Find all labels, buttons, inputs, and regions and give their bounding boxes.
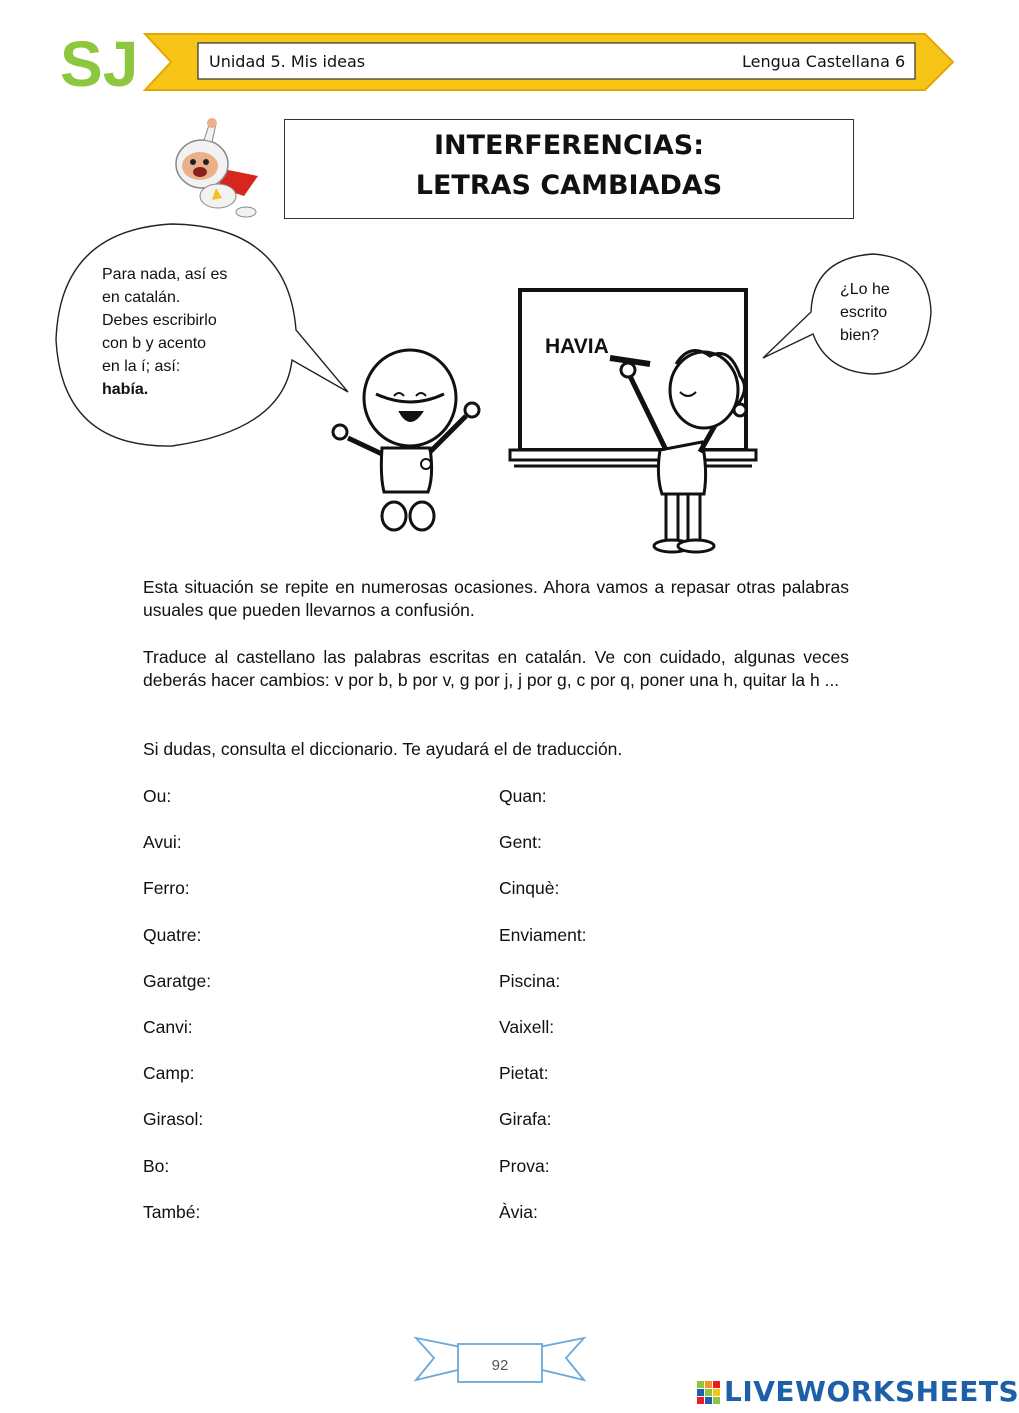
word-item: Girasol:: [143, 1109, 204, 1129]
bubble-right-line: bien?: [840, 327, 880, 344]
word-item: Enviament:: [499, 925, 587, 945]
word-item: Gent:: [499, 832, 542, 852]
bubble-right-text: [840, 278, 920, 347]
word-item: Bo:: [143, 1156, 170, 1176]
bubble-left-line: en la í; así:: [102, 358, 181, 375]
liveworksheets-brand: LIVEWORKSHEETS: [724, 1375, 1019, 1408]
unit-label: Unidad 5. Mis ideas: [209, 52, 366, 71]
word-item: Quan:: [499, 786, 547, 806]
blackboard-word: HAVIA: [545, 335, 609, 358]
word-item: Avui:: [143, 832, 182, 852]
liveworksheets-logo-icon: [697, 1381, 721, 1405]
word-item: Garatge:: [143, 971, 212, 991]
school-logo-icon: [58, 24, 139, 100]
bubble-left-text: [102, 263, 272, 401]
subject-label: Lengua Castellana 6: [742, 52, 906, 71]
word-item: Cinquè:: [499, 878, 560, 898]
instructions-paragraph: Traduce al castellano las palabras escritas en catalán. Ve con cuidado, algunas veces deberás hacer cambios: v por b, b por v, g por j, j por g, c por q, poner una h, quitar la h ...: [143, 647, 849, 690]
title-line-2: LETRAS CAMBIADAS: [415, 170, 723, 201]
bubble-left-line: Debes escribirlo: [102, 312, 217, 329]
page-number: 92: [491, 1357, 509, 1374]
bubble-right-line: escrito: [840, 304, 888, 321]
word-item: Piscina:: [499, 971, 561, 991]
word-item: Girafa:: [499, 1109, 552, 1129]
classroom-scene-illustration: [310, 280, 770, 560]
bubble-right-line: ¿Lo he: [840, 281, 890, 298]
word-item: Camp:: [143, 1063, 195, 1083]
word-item: Ferro:: [143, 878, 190, 898]
bubble-left-line: con b y acento: [102, 335, 207, 352]
word-item: Vaixell:: [499, 1017, 555, 1037]
title-box: [284, 119, 854, 219]
title-line-1: INTERFERENCIAS:: [433, 130, 704, 161]
word-item: Pietat:: [499, 1063, 549, 1083]
bubble-left-answer: había.: [102, 381, 149, 398]
cheering-child-icon: [333, 350, 479, 530]
word-item: Prova:: [499, 1156, 550, 1176]
word-item: Quatre:: [143, 925, 202, 945]
word-item: Ou:: [143, 786, 172, 806]
dictionary-tip: Si dudas, consulta el diccionario. Te ayudará el de traducción.: [143, 739, 623, 759]
superhero-mascot-icon: [160, 118, 264, 222]
bubble-left-line: en catalán.: [102, 289, 181, 306]
logo-text: SJ: [60, 28, 139, 100]
word-item: Canvi:: [143, 1017, 193, 1037]
word-item: Àvia:: [499, 1202, 538, 1222]
intro-paragraph: Esta situación se repite en numerosas ocasiones. Ahora vamos a repasar otras palabras usuales que pueden llevarnos a confusión.: [143, 577, 849, 620]
word-item: També:: [143, 1202, 201, 1222]
bubble-left-line: Para nada, así es: [102, 266, 228, 283]
